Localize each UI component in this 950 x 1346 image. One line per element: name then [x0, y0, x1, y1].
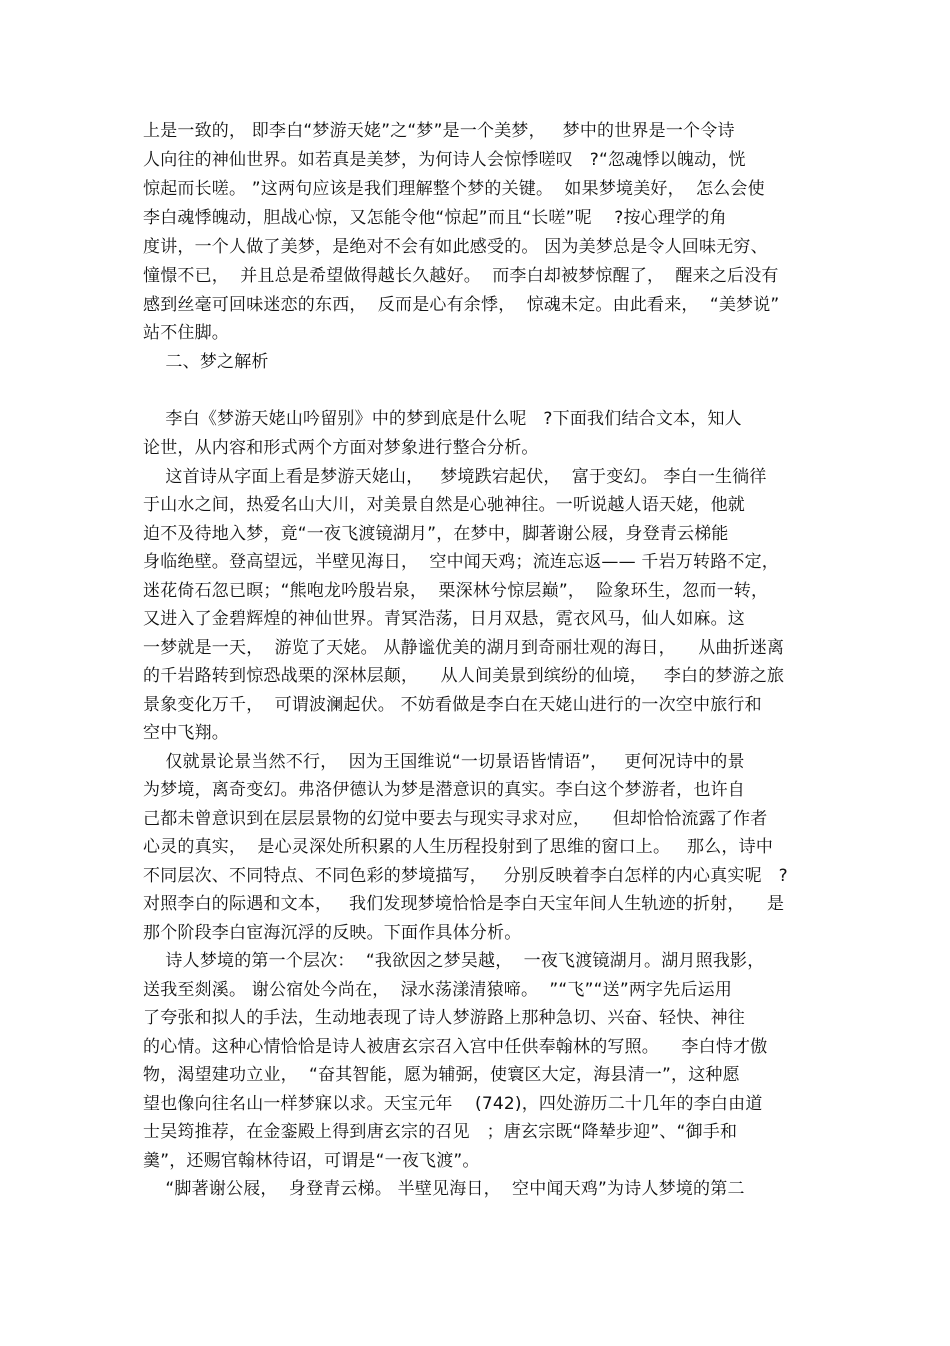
text-line: 己都未曾意识到在层层景物的幻觉中要去与现实寻求对应， 但却恰恰流露了作者 — [143, 809, 768, 829]
text-line: 空中飞翔。 — [143, 723, 229, 743]
text-line: 那个阶段李白宦海沉浮的反映。下面作具体分析。 — [143, 923, 522, 943]
text-line: 迫不及待地入梦，竟“一夜飞渡镜湖月”，在梦中，脚著谢公屐，身登青云梯能 — [143, 524, 729, 544]
text-line: 李白《梦游天姥山吟留别》中的梦到底是什么呢 ?下面我们结合文本，知人 — [143, 409, 742, 429]
text-line: 对照李白的际遇和文本， 我们发现梦境恰恰是李白天宝年间人生轨迹的折射， 是 — [143, 894, 785, 914]
text-line: 迷花倚石忽已暝；“熊咆龙吟殷岩泉， 栗深林兮惊层巅”， 险象环生，忽而一转， — [143, 581, 769, 601]
text-line: 景象变化万千， 可谓波澜起伏。 不妨看做是李白在天姥山进行的一次空中旅行和 — [143, 695, 762, 715]
text-line: 心灵的真实， 是心灵深处所积累的人生历程投射到了思维的窗口上。 那么，诗中 — [143, 837, 774, 857]
text-line: 望也像向往名山一样梦寐以求。天宝元年 (742)，四处游历二十几年的李白由道 — [143, 1094, 763, 1114]
text-line: 又进入了金碧辉煌的神仙世界。青冥浩荡，日月双悬，霓衣风马，仙人如麻。这 — [143, 609, 745, 629]
text-line: 这首诗从字面上看是梦游天姥山， 梦境跌宕起伏， 富于变幻。 李白一生徜徉 — [143, 467, 767, 487]
text-line: 不同层次、不同特点、不同色彩的梦境描写， 分别反映着李白怎样的内心真实呢 ? — [143, 866, 788, 886]
text-line: 论世，从内容和形式两个方面对梦象进行整合分析。 — [143, 438, 539, 458]
text-line: 度讲，一个人做了美梦，是绝对不会有如此感受的。 因为美梦总是令人回味无穷、 — [143, 237, 768, 257]
text-line: 憧憬不已， 并且总是希望做得越长久越好。 而李白却被梦惊醒了， 醒来之后没有 — [143, 266, 779, 286]
text-line: 仅就景论景当然不行， 因为王国维说“一切景语皆情语”， 更何况诗中的景 — [143, 752, 745, 772]
text-line: 站不住脚。 — [143, 323, 229, 343]
text-line: 的千岩路转到惊恐战栗的深林层颠， 从人间美景到缤纷的仙境， 李白的梦游之旅 — [143, 666, 785, 686]
text-line: 了夸张和拟人的手法，生动地表现了诗人梦游路上那种急切、兴奋、轻快、神往 — [143, 1008, 745, 1028]
text-line: 李白魂悸魄动，胆战心惊，又怎能令他“惊起”而且“长嗟”呢 ?按心理学的角 — [143, 208, 727, 228]
text-line: 感到丝毫可回味迷恋的东西， 反而是心有余悸， 惊魂未定。由此看来， “美梦说” — [143, 295, 780, 315]
text-line: 诗人梦境的第一个层次： “我欲因之梦吴越， 一夜飞渡镜湖月。湖月照我影， — [143, 951, 765, 971]
text-line: 送我至剡溪。 谢公宿处今尚在， 渌水荡漾清猿啼。 ”“飞”“送”两字先后运用 — [143, 980, 733, 1000]
text-line: 于山水之间，热爱名山大川，对美景自然是心驰神往。一听说越人语天姥，他就 — [143, 495, 745, 515]
text-line: 一梦就是一天， 游览了天姥。 从静谧优美的湖月到奇丽壮观的海日， 从曲折迷离 — [143, 638, 785, 658]
text-line: 惊起而长嗟。 ”这两句应该是我们理解整个梦的关键。 如果梦境美好， 怎么会使 — [143, 179, 765, 199]
text-line: “脚著谢公屐， 身登青云梯。 半壁见海日， 空中闻天鸡”为诗人梦境的第二 — [143, 1179, 745, 1199]
text-line: 士吴筠推荐，在金銮殿上得到唐玄宗的召见 ；唐玄宗既“降辇步迎”、“御手和 — [143, 1122, 738, 1142]
text-line: 为梦境，离奇变幻。弗洛伊德认为梦是潜意识的真实。李白这个梦游者，也许自 — [143, 780, 745, 800]
text-line: 身临绝壁。登高望远，半壁见海日， 空中闻天鸡；流连忘返—— 千岩万转路不定， — [143, 552, 780, 572]
text-line: 人向往的神仙世界。如若真是美梦，为何诗人会惊悸嗟叹 ?“忽魂悸以魄动，恍 — [143, 150, 746, 170]
text-line: 上是一致的， 即李白“梦游天姥”之“梦”是一个美梦， 梦中的世界是一个令诗 — [143, 121, 735, 141]
section-heading: 二、梦之解析 — [143, 352, 269, 372]
text-line: 物，渴望建功立业， “奋其智能，愿为辅弼，使寰区大定，海县清一”，这种愿 — [143, 1065, 740, 1085]
text-line: 羹”，还赐官翰林待诏，可谓是“一夜飞渡”。 — [143, 1151, 480, 1171]
text-line: 的心情。这种心情恰恰是诗人被唐玄宗召入宫中任供奉翰林的写照。 李白恃才傲 — [143, 1037, 768, 1057]
